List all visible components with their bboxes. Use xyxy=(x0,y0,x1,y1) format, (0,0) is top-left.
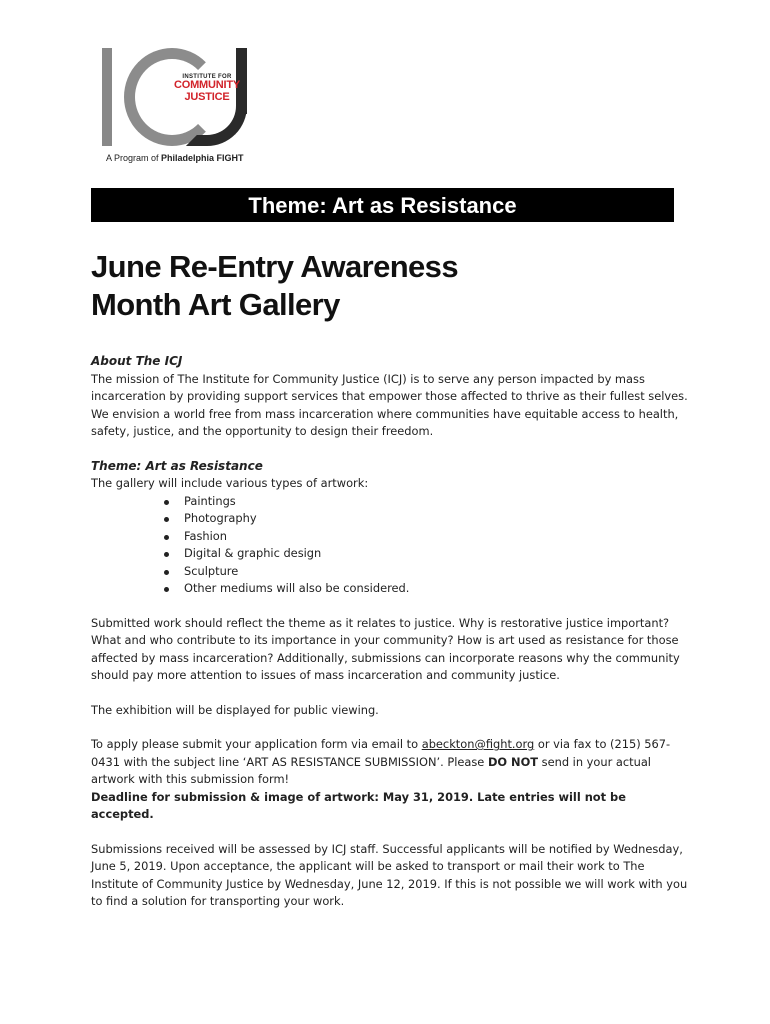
list-item: Sculpture xyxy=(91,563,691,581)
page-title xyxy=(91,248,611,324)
do-not-emphasis: DO NOT xyxy=(487,754,539,769)
apply-paragraph xyxy=(91,736,691,789)
icj-logo xyxy=(100,44,270,168)
logo-tagline xyxy=(106,153,244,163)
title-line-2: Month Art Gallery xyxy=(91,287,340,322)
exhibition-paragraph: The exhibition will be displayed for public viewing. xyxy=(91,702,379,717)
email-link[interactable]: abeckton@fight.org xyxy=(421,737,535,751)
artwork-types-list xyxy=(91,493,691,598)
theme-intro: The gallery will include various types of artwork: xyxy=(91,476,369,490)
theme-banner: Theme: Art as Resistance xyxy=(91,188,674,222)
logo-line-3: JUSTICE xyxy=(184,90,230,103)
deadline-line: Deadline for submission & image of artwork: May 31, 2019. Late entries will not be accepted. xyxy=(91,789,626,821)
theme-heading: Theme: Art as Resistance xyxy=(91,458,263,473)
logo-line-2: COMMUNITY xyxy=(173,79,241,92)
assessment-paragraph: Submissions received will be assessed by ICJ staff. Successful applicants will be notified by Wednesday, June 5, 2019. Upon acceptance, the applicant will be asked to transport or mail their work to The Institute of Community Justice by Wednesday, June 12, 2019. If this is not possible we will work with you to find a solution for transporting your work. xyxy=(91,841,688,908)
document-body xyxy=(91,353,691,911)
logo-line-1: INSTITUTE FOR xyxy=(182,74,232,80)
reflect-paragraph: Submitted work should reflect the theme as it relates to justice. Why is restorative justice important? What and who contribute to its importance in your community? How is art used as resistance for those affected by mass incarceration? Additionally, submissions can incorporate reasons why the community should pay more attention to issues of mass incarceration and community justice. xyxy=(91,615,680,682)
logo-tagline-prefix: A Program of xyxy=(106,153,159,163)
logo-tagline-org: Philadelphia FIGHT xyxy=(161,153,244,163)
about-heading: About The ICJ xyxy=(91,354,183,368)
title-line-1: June Re-Entry Awareness xyxy=(91,249,458,284)
list-item: Paintings xyxy=(91,493,691,511)
list-item: Fashion xyxy=(91,528,691,546)
apply-text-3: send in your actual artwork with this submission form! xyxy=(91,754,651,786)
about-text: The mission of The Institute for Community Justice (ICJ) is to serve any person impacted by mass incarceration by providing support services that empower those affected to thrive as their fullest selves. We envision a world free from mass incarceration where communities have equitable access to health, safety, justice, and the opportunity to design their freedom. xyxy=(91,371,688,438)
logo-wordmark xyxy=(172,74,242,103)
list-item: Digital & graphic design xyxy=(91,545,691,563)
apply-text-1: To apply please submit your application form via email to xyxy=(91,737,422,751)
list-item: Other mediums will also be considered. xyxy=(91,580,691,598)
apply-text-2: or via fax to (215) 567-0431 with the subject line ‘ART AS RESISTANCE SUBMISSION’. Please xyxy=(91,737,671,769)
list-item: Photography xyxy=(91,510,691,528)
logo-letter-i xyxy=(102,48,112,146)
